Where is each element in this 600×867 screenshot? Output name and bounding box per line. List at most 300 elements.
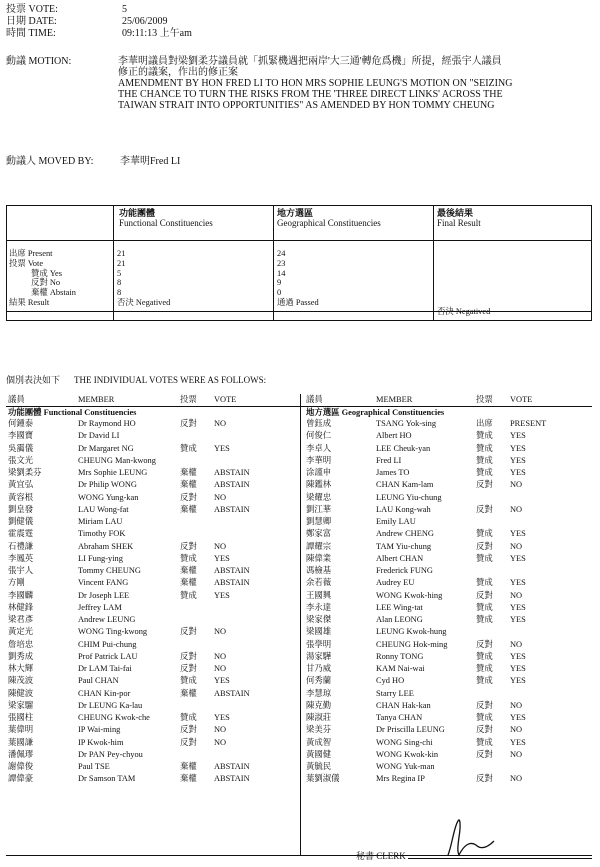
vote-column-header: 議員 <box>8 395 25 404</box>
vote-zh: 贊成 <box>476 455 493 465</box>
member-vote-row <box>8 578 298 590</box>
member-name-zh: 李國寶 <box>8 431 34 441</box>
vote-zh: 反對 <box>180 664 197 673</box>
member-name-zh: 曾鈺成 <box>306 419 332 428</box>
member-name-en: LEUNG Kwok-hung <box>376 627 447 637</box>
member-name-en: Emily LAU <box>376 517 416 526</box>
member-vote-row <box>306 676 590 688</box>
constituency-title: 功能團體 Functional Constituencies <box>8 408 137 417</box>
vote-en: NO <box>510 749 523 759</box>
functional-result-value: 8 <box>117 278 122 288</box>
vote-zh: 棄權 <box>180 762 197 771</box>
geographical-result-value: 9 <box>277 278 282 288</box>
vote-en: NO <box>214 725 227 735</box>
vote-column-header: VOTE <box>214 395 237 404</box>
member-name-en: Alan LEONG <box>376 615 423 624</box>
member-vote-row <box>306 480 590 492</box>
member-vote-row <box>8 774 298 786</box>
vote-zh: 贊成 <box>180 590 197 600</box>
member-name-en: WONG Yuk-man <box>376 762 435 771</box>
motion-line: 修正的議案，作出的修正案 <box>118 67 238 78</box>
member-name-zh: 譚偉豪 <box>8 774 34 784</box>
vote-zh: 反對 <box>476 700 493 710</box>
vote-zh: 贊成 <box>476 615 493 624</box>
vote-zh: 贊成 <box>180 553 197 563</box>
vote-en: YES <box>510 553 526 563</box>
member-name-en: Tanya CHAN <box>376 713 423 722</box>
member-name-en: WONG Yung-kan <box>78 492 139 502</box>
vote-en: ABSTAIN <box>214 578 250 588</box>
vote-en: NO <box>510 725 523 735</box>
member-name-zh: 張宇人 <box>8 566 34 575</box>
member-vote-row <box>8 701 298 713</box>
member-name-en: CHAN Kam-lam <box>376 480 434 490</box>
vote-zh: 贊成 <box>476 651 493 661</box>
member-name-zh: 李國麟 <box>8 590 34 600</box>
member-vote-row <box>8 640 298 652</box>
member-vote-row <box>306 615 590 627</box>
vote-zh: 反對 <box>476 480 493 490</box>
member-vote-row <box>306 419 590 431</box>
vote-zh: 棄權 <box>180 504 197 514</box>
votes-intro: 個別表決如下 THE INDIVIDUAL VOTES WERE AS FOLLOWS: <box>6 375 267 385</box>
member-name-zh: 石禮謙 <box>8 541 34 551</box>
member-name-zh: 劉慧卿 <box>306 517 332 526</box>
member-name-zh: 譚耀宗 <box>306 541 332 551</box>
vote-zh: 贊成 <box>476 468 493 477</box>
vote-en: YES <box>510 676 526 686</box>
functional-result-value: 21 <box>117 249 126 258</box>
vote-en: YES <box>510 615 526 624</box>
geographical-result-value: 14 <box>277 268 286 278</box>
member-name-en: WONG Ting-kwong <box>78 627 148 637</box>
vote-en: NO <box>214 419 227 428</box>
vote-zh: 反對 <box>180 541 197 551</box>
member-name-zh: 何秀蘭 <box>306 676 332 686</box>
vote-zh: 反對 <box>180 725 197 735</box>
signature-line <box>408 858 592 859</box>
vote-zh: 贊成 <box>476 431 493 441</box>
member-vote-row <box>306 713 590 725</box>
member-name-zh: 李卓人 <box>306 443 332 453</box>
member-vote-row <box>8 689 298 701</box>
member-vote-row <box>8 652 298 664</box>
clerk-signature <box>440 815 500 861</box>
member-name-zh: 余若薇 <box>306 578 332 588</box>
meta-value: 5 <box>122 4 127 15</box>
mover-label: 動議人 MOVED BY: <box>6 156 94 167</box>
member-name-zh: 陳偉業 <box>306 553 332 563</box>
vote-zh: 出席 <box>476 419 493 428</box>
member-name-zh: 涂謹申 <box>306 468 332 477</box>
member-name-zh: 何俊仁 <box>306 431 332 441</box>
member-name-en: IP Wai-ming <box>78 725 121 735</box>
vote-en: YES <box>214 590 230 600</box>
vote-zh: 贊成 <box>180 676 197 686</box>
member-name-zh: 劉健儀 <box>8 517 34 526</box>
member-vote-row <box>8 750 298 762</box>
member-vote-row <box>306 701 590 713</box>
member-name-zh: 黃成智 <box>306 737 332 747</box>
member-name-en: Abraham SHEK <box>78 541 134 551</box>
motion-line: AMENDMENT BY HON FRED LI TO HON MRS SOPHIE LEUNG'S MOTION ON "SEIZING <box>118 78 513 89</box>
member-vote-row <box>8 480 298 492</box>
member-name-zh: 李永達 <box>306 602 332 612</box>
vote-en: YES <box>510 431 526 441</box>
member-name-en: WONG Kwok-hing <box>376 590 443 600</box>
member-vote-row <box>306 542 590 554</box>
vote-en: NO <box>214 651 227 661</box>
vote-en: NO <box>510 639 523 649</box>
member-name-zh: 林大輝 <box>8 664 34 673</box>
vote-zh: 贊成 <box>476 602 493 612</box>
member-name-zh: 張文光 <box>8 455 34 465</box>
member-name-zh: 梁家騮 <box>8 700 34 710</box>
mover-name: 李華明Fred LI <box>120 156 181 167</box>
vote-en: NO <box>214 541 227 551</box>
functional-header: 功能團體 Functional Constituencies <box>119 208 213 228</box>
clerk-label: 秘書 CLERK <box>356 851 406 861</box>
individual-votes <box>6 394 592 856</box>
meta-label: 日期 DATE: <box>6 16 57 27</box>
vote-en: ABSTAIN <box>214 480 250 490</box>
member-name-en: Dr PAN Pey-chyou <box>78 749 143 759</box>
member-name-zh: 劉皇發 <box>8 504 34 514</box>
member-name-en: Timothy FOK <box>78 529 126 539</box>
vote-zh: 贊成 <box>476 553 493 563</box>
vote-en: NO <box>510 700 523 710</box>
geographical-votes <box>306 394 590 787</box>
member-name-zh: 黃容根 <box>8 492 34 502</box>
motion-line: 李華明議員對梁劉柔芬議員就「抓緊機遇把兩岸'大三通'轉危爲機」所提，經張宇人議員 <box>118 56 502 67</box>
vote-en: NO <box>510 590 523 600</box>
member-name-en: Fred LI <box>376 455 402 465</box>
member-name-en: Paul TSE <box>78 762 110 771</box>
member-name-en: LI Fung-ying <box>78 553 123 563</box>
vote-zh: 贊成 <box>476 578 493 588</box>
member-name-en: Dr LAM Tai-fai <box>78 664 132 673</box>
vote-en: NO <box>214 737 227 747</box>
functional-result-value: 否決 Negatived <box>117 297 171 307</box>
member-name-en: Ronny TONG <box>376 651 424 661</box>
member-name-en: Mrs Sophie LEUNG <box>78 468 148 477</box>
member-name-en: LEE Wing-tat <box>376 602 423 612</box>
member-name-en: KAM Nai-wai <box>376 664 425 673</box>
member-vote-row <box>306 431 590 443</box>
member-name-en: TAM Yiu-chung <box>376 541 432 551</box>
member-name-zh: 鄭家富 <box>306 529 332 539</box>
member-name-zh: 梁家傑 <box>306 615 332 624</box>
meta-label: 時間 TIME: <box>6 28 56 39</box>
member-name-zh: 李鳳英 <box>8 553 34 563</box>
result-row-label: 投票 Vote <box>9 258 44 268</box>
member-vote-row <box>8 713 298 725</box>
member-name-en: CHIM Pui-chung <box>78 639 137 649</box>
result-row-labels <box>9 249 76 308</box>
member-name-zh: 陳茂波 <box>8 676 34 686</box>
meta-row <box>6 28 192 40</box>
vote-zh: 反對 <box>476 774 493 784</box>
member-name-en: CHAN Kin-por <box>78 688 131 698</box>
member-name-zh: 李華明 <box>306 455 332 465</box>
member-name-en: Tommy CHEUNG <box>78 566 141 575</box>
member-name-zh: 陳淑莊 <box>306 713 332 722</box>
member-vote-row <box>306 774 590 786</box>
member-vote-row <box>8 591 298 603</box>
member-vote-row <box>8 431 298 443</box>
member-name-zh: 林健鋒 <box>8 602 34 612</box>
member-name-en: Cyd HO <box>376 676 405 686</box>
member-name-en: LAU Wong-fat <box>78 504 129 514</box>
meta-row <box>6 16 168 28</box>
vote-zh: 反對 <box>180 737 197 747</box>
member-name-en: Andrew LEUNG <box>78 615 136 624</box>
member-vote-row <box>8 738 298 750</box>
member-name-en: Dr Margaret NG <box>78 443 134 453</box>
member-vote-row <box>8 517 298 529</box>
member-name-en: WONG Sing-chi <box>376 737 433 747</box>
member-name-en: Dr Philip WONG <box>78 480 137 490</box>
member-name-zh: 詹培忠 <box>8 639 34 649</box>
member-name-zh: 謝偉俊 <box>8 762 34 771</box>
results-table <box>6 205 592 321</box>
member-name-zh: 黃宜弘 <box>8 480 34 490</box>
member-vote-row <box>8 468 298 480</box>
final-result-header: 最後結果 Final Result <box>437 208 481 228</box>
vote-zh: 反對 <box>476 504 493 514</box>
member-name-en: LEE Cheuk-yan <box>376 443 431 453</box>
member-vote-row <box>306 554 590 566</box>
vote-en: PRESENT <box>510 419 547 428</box>
constituency-title: 地方選區 Geographical Constituencies <box>306 408 445 417</box>
vote-zh: 反對 <box>476 749 493 759</box>
member-name-zh: 梁美芬 <box>306 725 332 735</box>
member-vote-row <box>8 456 298 468</box>
member-name-zh: 黃國健 <box>306 749 332 759</box>
vote-zh: 贊成 <box>476 664 493 673</box>
functional-result-value: 5 <box>117 268 122 278</box>
member-name-zh: 方剛 <box>8 578 25 588</box>
member-name-zh: 李慧琼 <box>306 688 332 698</box>
meta-label: 投票 VOTE: <box>6 4 58 15</box>
member-vote-row <box>306 640 590 652</box>
member-vote-row <box>306 725 590 737</box>
vote-meta <box>6 4 192 40</box>
member-name-zh: 梁國雄 <box>306 627 332 637</box>
member-vote-row <box>8 603 298 615</box>
member-name-en: CHEUNG Kwok-che <box>78 713 150 722</box>
motion-text <box>118 56 512 111</box>
vote-en: ABSTAIN <box>214 688 250 698</box>
vote-zh: 贊成 <box>476 529 493 539</box>
vote-en: NO <box>510 480 523 490</box>
member-name-en: Frederick FUNG <box>376 566 433 575</box>
vote-en: NO <box>510 504 523 514</box>
result-row-label: 贊成 Yes <box>31 268 63 278</box>
vote-zh: 反對 <box>180 651 197 661</box>
member-vote-row <box>306 517 590 529</box>
member-vote-row <box>306 652 590 664</box>
vote-en: YES <box>510 443 526 453</box>
vote-column-headers <box>8 395 298 405</box>
member-vote-row <box>8 566 298 578</box>
vote-zh: 棄權 <box>180 774 197 784</box>
geographical-result-value: 0 <box>277 288 282 298</box>
vote-zh: 贊成 <box>180 713 197 722</box>
vote-zh: 反對 <box>180 419 197 428</box>
member-vote-row <box>306 505 590 517</box>
member-name-en: Audrey EU <box>376 578 415 588</box>
member-name-en: IP Kwok-him <box>78 737 124 747</box>
vote-en: YES <box>510 664 526 673</box>
vote-zh: 棄權 <box>180 480 197 490</box>
geographical-result-value: 24 <box>277 249 286 258</box>
vote-en: YES <box>214 713 230 722</box>
member-name-zh: 吳靄儀 <box>8 443 34 453</box>
vote-column-header: 投票 <box>180 395 197 404</box>
member-name-zh: 王國興 <box>306 590 332 600</box>
member-name-zh: 黃定光 <box>8 627 34 637</box>
member-vote-row <box>306 493 590 505</box>
member-vote-row <box>306 603 590 615</box>
member-name-en: Andrew CHENG <box>376 529 434 539</box>
vote-en: NO <box>510 774 523 784</box>
member-name-zh: 葉劉淑儀 <box>306 774 340 784</box>
member-name-zh: 張學明 <box>306 639 332 649</box>
member-vote-row <box>8 542 298 554</box>
vote-column-header: 議員 <box>306 395 323 404</box>
member-name-en: CHEUNG Man-kwong <box>78 455 156 465</box>
functional-result-value: 8 <box>117 288 122 298</box>
member-vote-row <box>306 591 590 603</box>
member-name-zh: 何鍾泰 <box>8 419 34 428</box>
member-vote-row <box>306 468 590 480</box>
vote-zh: 贊成 <box>476 676 493 686</box>
motion-line: THE CHANCE TO TURN THE RISKS FROM THE 'THREE DIRECT LINKS' ACROSS THE <box>118 89 503 100</box>
vote-zh: 反對 <box>476 725 493 735</box>
member-name-en: CHAN Hak-kan <box>376 700 431 710</box>
vote-column-header: MEMBER <box>376 395 413 404</box>
functional-votes <box>8 394 298 787</box>
member-name-zh: 葉國謙 <box>8 737 34 747</box>
member-name-zh: 潘佩璆 <box>8 749 34 759</box>
member-name-zh: 湯家驊 <box>306 651 332 661</box>
vote-zh: 贊成 <box>476 713 493 722</box>
member-name-zh: 黃毓民 <box>306 762 332 771</box>
vote-zh: 棄權 <box>180 468 197 477</box>
result-row-label: 結果 Result <box>9 297 50 307</box>
member-name-en: Dr Raymond HO <box>78 419 136 428</box>
member-name-zh: 劉秀成 <box>8 651 34 661</box>
functional-results <box>117 249 170 308</box>
member-vote-row <box>8 627 298 639</box>
member-vote-row <box>8 529 298 541</box>
member-name-en: Dr David LI <box>78 431 120 441</box>
vote-en: YES <box>510 602 526 612</box>
vote-en: YES <box>510 713 526 722</box>
member-name-en: Vincent FANG <box>78 578 129 588</box>
vote-en: ABSTAIN <box>214 774 250 784</box>
result-row-label: 反對 No <box>31 278 61 288</box>
vote-en: ABSTAIN <box>214 566 250 575</box>
vote-column-header: 投票 <box>476 395 493 404</box>
meta-row <box>6 4 127 16</box>
member-vote-row <box>8 419 298 431</box>
motion-label: 動議 MOTION: <box>6 56 72 67</box>
member-name-en: Starry LEE <box>376 688 414 698</box>
member-name-en: James TO <box>376 468 410 477</box>
functional-result-value: 21 <box>117 258 126 268</box>
vote-en: NO <box>510 541 523 551</box>
vote-zh: 反對 <box>180 627 197 637</box>
vote-column-header: VOTE <box>510 395 533 404</box>
motion-line: TAIWAN STRAIT INTO OPPORTUNITIES" AS AMENDED BY HON TOMMY CHEUNG <box>118 100 495 111</box>
member-name-zh: 劉江華 <box>306 504 332 514</box>
vote-zh: 棄權 <box>180 566 197 575</box>
member-name-en: LAU Kong-wah <box>376 504 431 514</box>
vote-en: NO <box>214 664 227 673</box>
vote-en: ABSTAIN <box>214 504 250 514</box>
geographical-result-value: 23 <box>277 258 286 268</box>
vote-zh: 棄權 <box>180 578 197 588</box>
member-name-en: Miriam LAU <box>78 517 123 526</box>
vote-en: NO <box>214 492 227 502</box>
member-vote-row <box>306 456 590 468</box>
member-name-zh: 霍震霆 <box>8 529 34 539</box>
vote-en: ABSTAIN <box>214 468 250 477</box>
member-name-zh: 馮檢基 <box>306 566 332 575</box>
member-vote-row <box>8 676 298 688</box>
member-name-en: Mrs Regina IP <box>376 774 425 784</box>
final-result: 否決 Negatived <box>437 307 491 316</box>
result-row-label: 出席 Present <box>9 249 53 258</box>
member-vote-row <box>8 615 298 627</box>
vote-zh: 反對 <box>180 492 197 502</box>
vote-zh: 棄權 <box>180 688 197 698</box>
vote-column-header: MEMBER <box>78 395 115 404</box>
member-vote-row <box>306 444 590 456</box>
meta-value: 09:11:13 上午am <box>122 28 192 39</box>
member-vote-row <box>8 725 298 737</box>
vote-en: ABSTAIN <box>214 762 250 771</box>
geographical-header: 地方選區 Geographical Constituencies <box>277 208 381 228</box>
vote-column-headers <box>306 395 590 405</box>
member-name-zh: 甘乃威 <box>306 664 332 673</box>
vote-en: YES <box>214 553 230 563</box>
vote-en: YES <box>510 737 526 747</box>
member-name-zh: 梁耀忠 <box>306 492 332 502</box>
member-vote-row <box>8 444 298 456</box>
member-name-en: LEUNG Yiu-chung <box>376 492 442 502</box>
meta-value: 25/06/2009 <box>122 16 168 27</box>
member-vote-row <box>8 762 298 774</box>
member-vote-row <box>306 738 590 750</box>
member-name-zh: 梁劉柔芬 <box>8 468 42 477</box>
member-name-en: Paul CHAN <box>78 676 119 686</box>
member-name-en: CHEUNG Hok-ming <box>376 639 448 649</box>
vote-zh: 贊成 <box>476 443 493 453</box>
member-name-zh: 梁君彥 <box>8 615 34 624</box>
member-name-en: Dr Samson TAM <box>78 774 136 784</box>
geographical-results <box>277 249 319 308</box>
vote-zh: 反對 <box>476 590 493 600</box>
result-row-label: 棄權 Abstain <box>31 288 76 298</box>
vote-zh: 反對 <box>476 541 493 551</box>
vote-en: YES <box>510 578 526 588</box>
vote-en: YES <box>510 529 526 539</box>
member-name-en: Dr Joseph LEE <box>78 590 130 600</box>
member-name-en: Albert CHAN <box>376 553 424 563</box>
